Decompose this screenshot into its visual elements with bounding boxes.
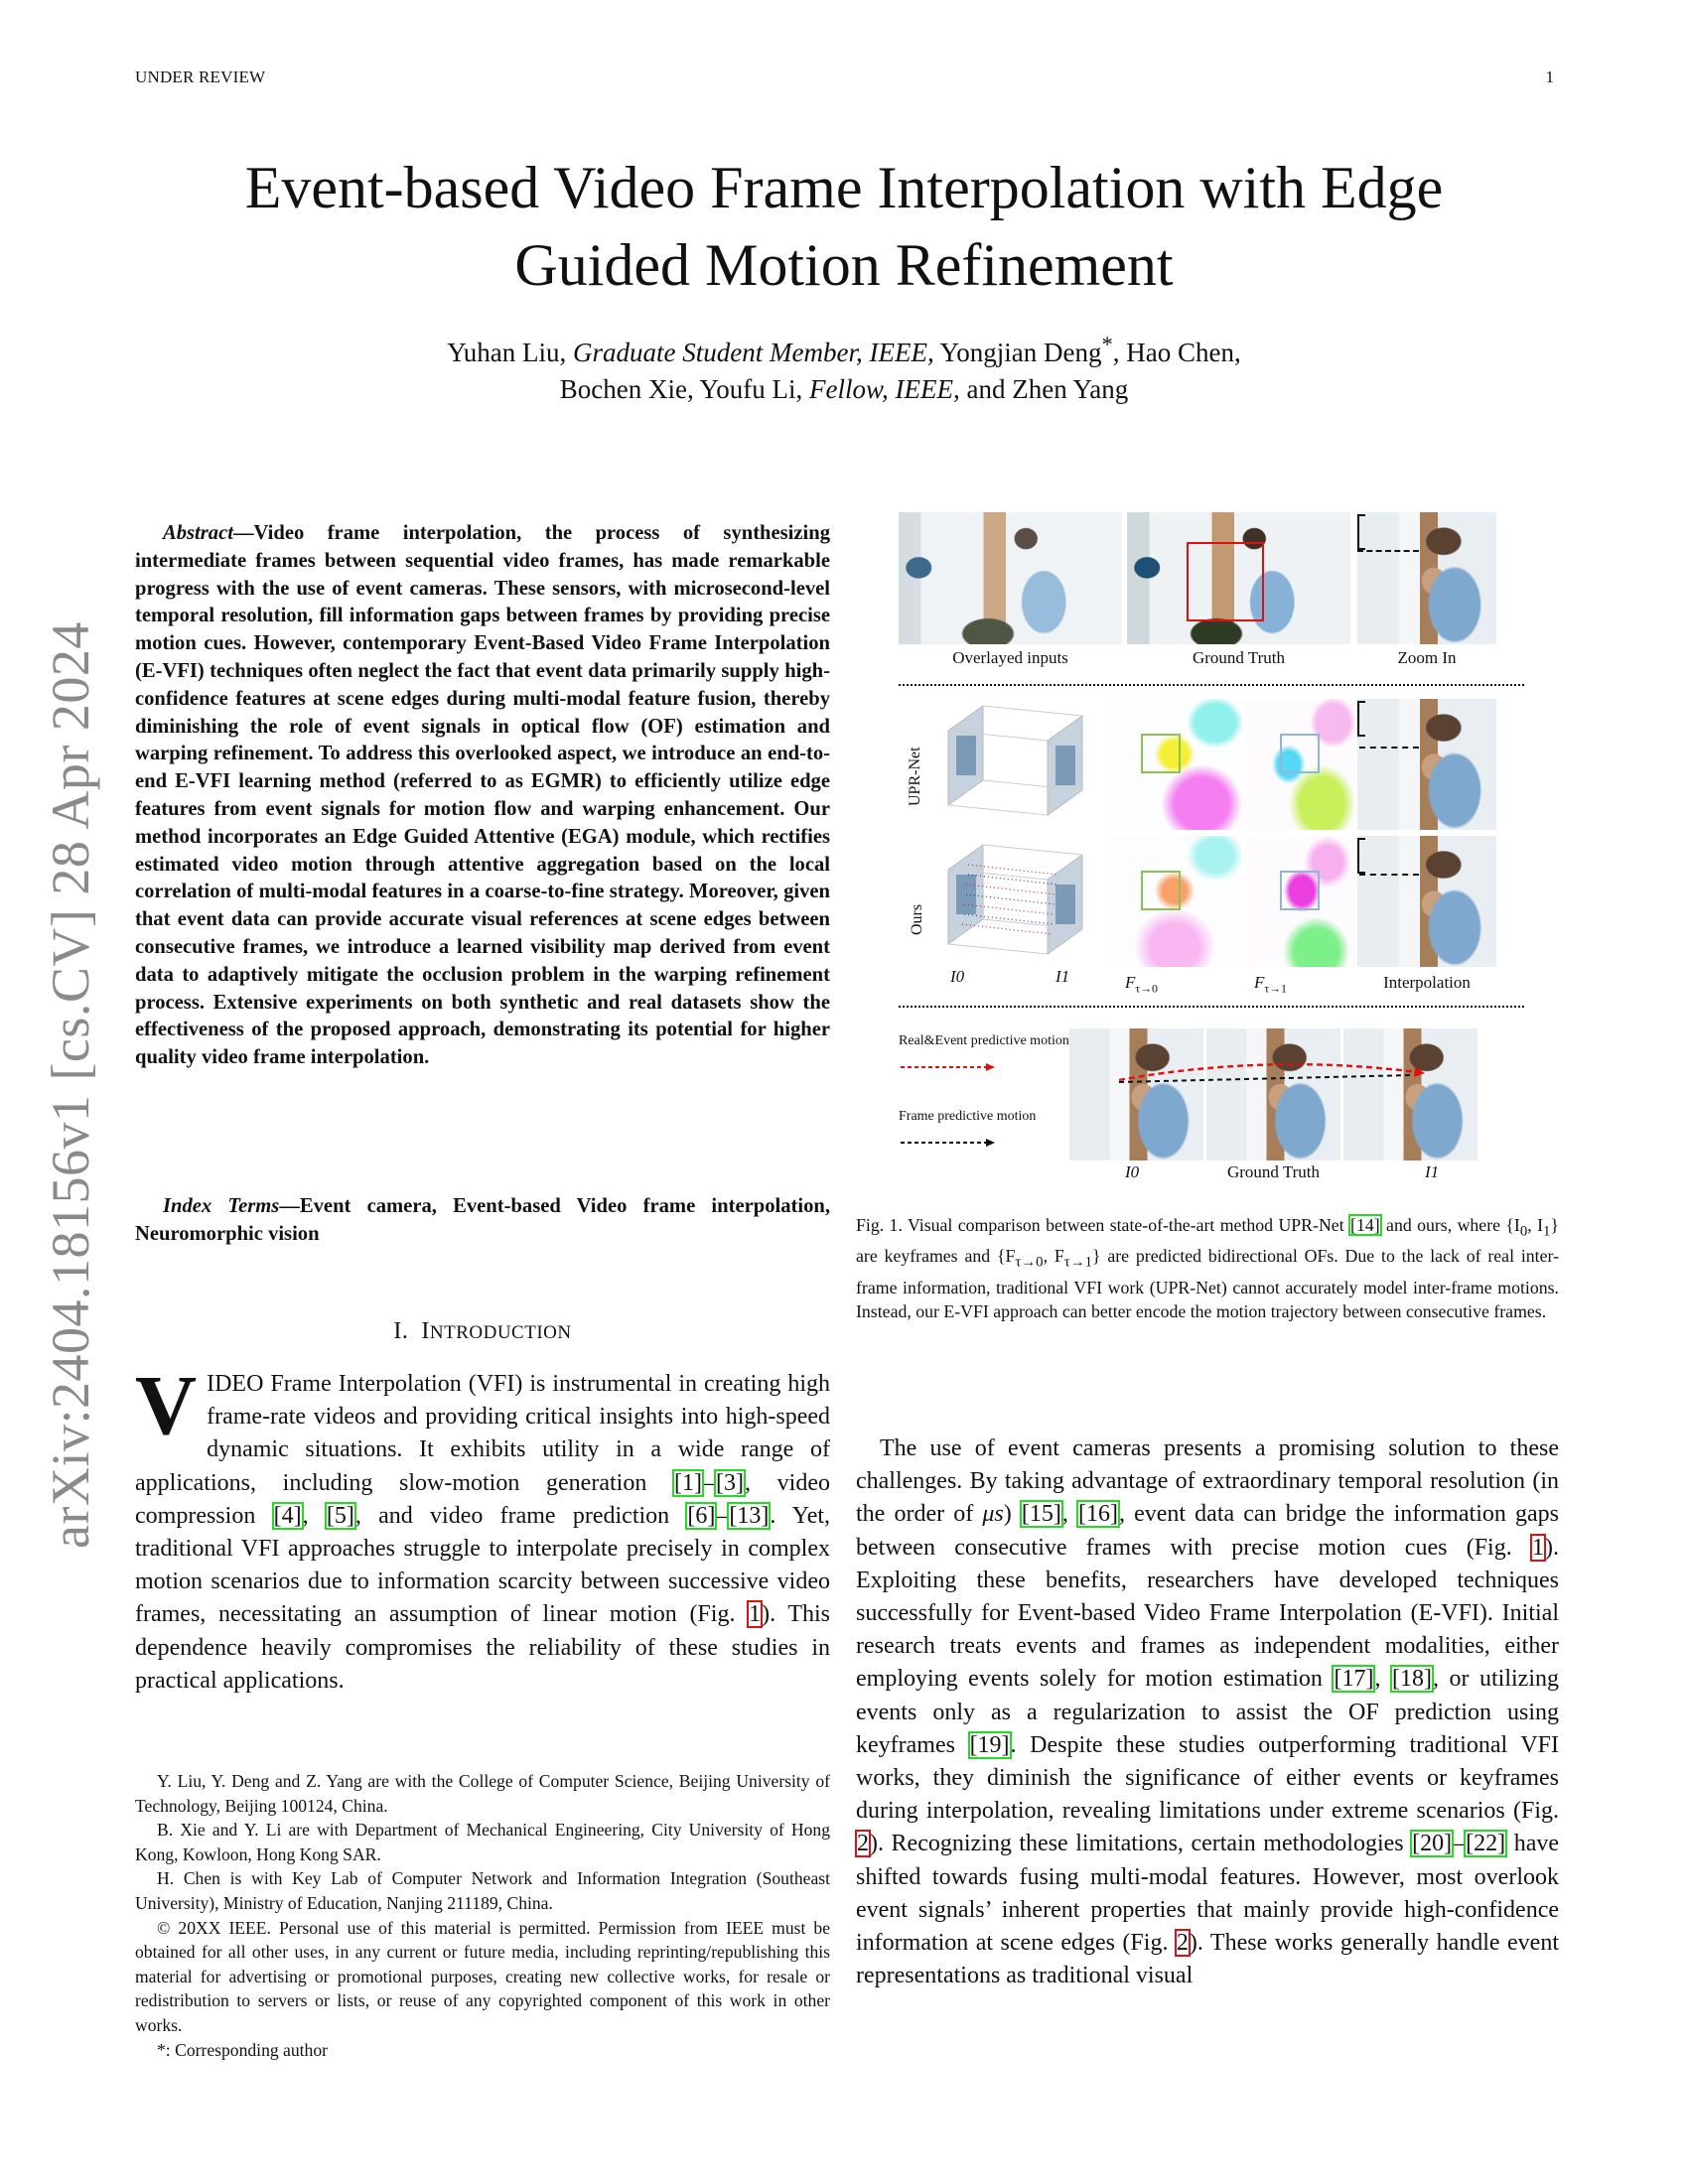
footnote: H. Chen is with Key Lab of Computer Network and Information Integration (Southeast University), Ministry of Education, Nanjing 211189, China. (135, 1868, 830, 1913)
label-ground-truth: Ground Truth (1192, 648, 1286, 667)
title-line-1: Event-based Video Frame Interpolation with Edge (244, 155, 1444, 220)
flow-region-box (1141, 734, 1181, 773)
arxiv-stamp: arXiv:2404.18156v1 [cs.CV] 28 Apr 2024 (41, 621, 100, 1549)
dotted-separator (899, 684, 1524, 686)
citation-link[interactable]: [4] (273, 1502, 302, 1529)
flow-t1-upr (1244, 699, 1355, 830)
body-text: IDEO Frame Interpolation (VFI) is instrumental in creating high frame-rate videos and providing critical insights into high-speed dynamic situations. It exhibits utility in a wide range of applications, including slow-motion generation (135, 1371, 830, 1496)
body-text: , or utilizing events only as a regularization to assist the OF prediction using keyframes (856, 1666, 1559, 1758)
author-name: , Hao Chen, (1112, 338, 1241, 367)
label-overlayed-inputs: Overlayed inputs (952, 648, 1068, 667)
caption-text: , F (1043, 1246, 1064, 1267)
citation-link[interactable]: [6] (687, 1502, 716, 1529)
body-text: – (703, 1469, 715, 1496)
citation-link[interactable]: [5] (326, 1502, 354, 1529)
figure-link[interactable]: 2 (1176, 1930, 1189, 1957)
row-label-ours: Ours (909, 903, 925, 935)
dashed-guide (1357, 550, 1419, 552)
flow-subscript: τ→1 (1264, 981, 1288, 996)
caption-text: } are keyframes and {F (856, 1215, 1560, 1267)
index-terms (135, 1193, 830, 1249)
bracket-marker (1357, 838, 1365, 874)
keyframe-cube-upr (938, 701, 1097, 830)
section-heading (135, 1318, 830, 1345)
citation-link[interactable]: [17] (1334, 1666, 1374, 1693)
corresponding-mark: * (1101, 332, 1113, 356)
author-name: Yuhan Liu, (447, 338, 567, 367)
citation-link[interactable]: [20] (1412, 1831, 1453, 1857)
body-paragraph (856, 1433, 1559, 1992)
figure-1-caption (856, 1213, 1559, 1324)
body-text: ). These works generally handle event representations as traditional visual (856, 1930, 1559, 1989)
figure-link[interactable]: 1 (749, 1601, 762, 1628)
body-text: , (1061, 1501, 1077, 1528)
footnotes (135, 1769, 830, 2062)
body-text: ). Exploiting these benefits, researchers have developed techniques successfully for Event-based Video Frame Interpolation (E-VFI). Initial research treats events and frames as independent modalities, either employing events solely for motion estimation (856, 1534, 1559, 1693)
citation-link[interactable]: [22] (1466, 1831, 1506, 1857)
page-number: 1 (1545, 68, 1554, 86)
caption-text: , I (1527, 1215, 1544, 1235)
body-text: – (716, 1502, 729, 1529)
dotted-separator (899, 1006, 1524, 1008)
body-text: have shifted towards fusing multi-modal features. However, most overlook event signals’ inherent properties that mainly provide high-confidence information at scene edges (Fig. (856, 1831, 1559, 1957)
running-head: UNDER REVIEW (135, 68, 266, 86)
citation-link[interactable]: [16] (1077, 1501, 1118, 1528)
zoom-in-image (1357, 512, 1496, 644)
interpolation-upr (1357, 699, 1496, 830)
label-interpolation: Interpolation (1383, 973, 1471, 992)
label-bottom-i0: I0 (1125, 1162, 1140, 1181)
author-name: Yongjian Deng (939, 338, 1102, 367)
body-text: – (1453, 1831, 1466, 1857)
section-title-rest: NTRODUCTION (429, 1322, 572, 1343)
citation-link[interactable]: [3] (716, 1469, 744, 1496)
math-subscript: 1 (1543, 1223, 1551, 1240)
flow-symbol: F (1125, 973, 1136, 992)
label-bottom-i1: I1 (1425, 1162, 1440, 1181)
abstract-label: Abstract (163, 522, 233, 544)
author-role: Graduate Student Member, IEEE, (573, 338, 934, 367)
body-text: ) (1003, 1501, 1021, 1528)
label-cube-i1: I1 (1055, 967, 1070, 986)
paper-title (129, 149, 1559, 304)
index-terms-label: Index Terms (163, 1195, 280, 1217)
body-text: ). Recognizing these limitations, certain methodologies (870, 1831, 1412, 1857)
label-zoom-in: Zoom In (1397, 648, 1457, 667)
author-name: and Zhen Yang (966, 374, 1129, 404)
caption-text: and ours, where {I (1380, 1215, 1520, 1235)
flow-symbol: F (1254, 973, 1265, 992)
bracket-marker (1357, 701, 1365, 737)
body-text: , video compression (135, 1469, 830, 1529)
math-subscript: τ→1 (1063, 1254, 1092, 1271)
body-text: The use of event cameras presents a promising solution to these challenges. By taking advantage of extraordinary temporal resolution (in the order of (856, 1435, 1559, 1528)
footnote: Y. Liu, Y. Deng and Z. Yang are with the College of Computer Science, Beijing University of Technology, Beijing 100124, China. (135, 1771, 830, 1816)
body-text: , (302, 1502, 326, 1529)
citation-link[interactable]: [15] (1021, 1501, 1061, 1528)
dashed-guide (1359, 747, 1419, 749)
legend-black-dashed-arrow (899, 1137, 998, 1149)
section-title-initial: I (421, 1318, 430, 1344)
overlayed-inputs-image (899, 512, 1122, 644)
author-name: Bochen Xie, Youfu Li, (559, 374, 803, 404)
figure-link[interactable]: 2 (857, 1831, 869, 1857)
caption-label: Fig. 1. (856, 1215, 903, 1235)
author-role: Fellow, IEEE, (809, 374, 960, 404)
legend-frame-label: Frame predictive motion (899, 1109, 1037, 1124)
interpolation-ours (1357, 836, 1496, 967)
math-subscript: 0 (1519, 1223, 1528, 1240)
citation-link[interactable]: [13] (729, 1502, 770, 1529)
label-flow-t0 (1125, 973, 1158, 996)
index-terms-text: —Event camera, Event-based Video frame interpolation, Neuromorphic vision (135, 1195, 830, 1245)
footnote: *: Corresponding author (157, 2039, 329, 2060)
caption-text: Visual comparison between state-of-the-art method UPR-Net (902, 1215, 1350, 1235)
figure-1 (899, 512, 1534, 1181)
footnote: B. Xie and Y. Li are with Department of Mechanical Engineering, City University of Hong Kong, Kowloon, Hong Kong SAR. (135, 1820, 830, 1864)
legend-real-event-label: Real&Event predictive motion (899, 1033, 1069, 1048)
flow-region-box (1280, 871, 1320, 910)
title-line-2: Guided Motion Refinement (514, 232, 1174, 298)
citation-link[interactable]: [19] (969, 1731, 1010, 1758)
flow-subscript: τ→0 (1135, 981, 1159, 996)
flow-region-box (1141, 871, 1181, 910)
flow-t0-ours (1107, 836, 1242, 967)
footnote: © 20XX IEEE. Personal use of this material is permitted. Permission from IEEE must be obtained for all other uses, in any current or future media, including reprinting/republishing this material for advertising or promotional purposes, creating new collective works, for resale or redistribution to servers or lists, or reuse of any copyrighted component of this work in other works. (135, 1917, 830, 2035)
author-list (129, 326, 1559, 408)
figure-link[interactable]: 1 (1532, 1534, 1544, 1561)
abstract-text: —Video frame interpolation, the process of synthesizing intermediate frames between sequential video frames, has made remarkable progress with the use of event cameras. These sensors, with microsecond-level temporal resolution, fill information gaps between frames by providing precise motion cues. However, contemporary Event-Based Video Frame Interpolation (E-VFI) techniques often neglect the fact that event data primarily supply high-confidence features at scene edges during multi-modal feature fusion, thereby diminishing the role of event signals in optical flow (OF) estimation and warping refinement. To address this overlooked aspect, we introduce an end-to-end E-VFI learning method (referred to as EGMR) to efficiently utilize edge features from event signals for motion flow and warping enhancement. Our method incorporates an Edge Guided Attentive (EGA) module, which rectifies estimated video motion through attentive aggregation based on the local correlation of multi-modal features in a coarse-to-fine strategy. Moreover, given that event data can provide accurate visual references at scene edges between consecutive frames, we introduce a learned visibility map derived from event data to adaptively mitigate the occlusion problem in the warping refinement process. Extensive experiments on both synthetic and real datasets show the effectiveness of the proposed approach, demonstrating its potential for higher quality video frame interpolation. (135, 522, 830, 1069)
flow-t1-ours (1244, 836, 1355, 967)
bracket-marker (1357, 514, 1365, 550)
label-cube-i0: I0 (950, 967, 965, 986)
label-flow-t1 (1254, 973, 1287, 996)
dashed-guide (1359, 874, 1419, 876)
caption-text: } are predicted bidirectional OFs. Due to the lack of real inter-frame information, traditional VFI work (UPR-Net) cannot accurately model inter-frame motions. Instead, our E-VFI approach can better encode the motion trajectory between consecutive frames. (856, 1246, 1559, 1322)
event-cube-ours (938, 840, 1097, 969)
math-mu: μs (982, 1501, 1004, 1528)
body-text: ). This dependence heavily compromises the reliability of these studies in practical applications. (135, 1601, 830, 1694)
math-subscript: τ→0 (1015, 1254, 1044, 1271)
ground-truth-image (1127, 512, 1350, 644)
introduction-paragraph (135, 1357, 831, 1698)
right-column-body (856, 1433, 1559, 1992)
row-label-upr-net: UPR-Net (907, 747, 923, 806)
dropcap: V (135, 1357, 198, 1452)
body-text: . Yet, traditional VFI approaches struggle to interpolate precisely in complex motion scenarios due to information scarcity between successive video frames, necessitating an assumption of linear motion (Fig. (135, 1502, 831, 1628)
body-text: . Despite these studies outperforming traditional VFI works, they diminish the significance of either events or keyframes during interpolation, revealing limitations under extreme scenarios (Fig. (856, 1731, 1559, 1825)
body-text: , event data can bridge the information gaps between consecutive frames with precise motion cues (Fig. (856, 1501, 1559, 1561)
motion-trajectory-arrows (1069, 1028, 1486, 1160)
section-number: I. (393, 1318, 409, 1344)
citation-link[interactable]: [18] (1391, 1666, 1432, 1693)
label-bottom-ground-truth: Ground Truth (1226, 1162, 1321, 1181)
legend-red-dashed-arrow (899, 1061, 998, 1073)
zoom-region-box (1187, 542, 1264, 621)
body-text: , (1374, 1666, 1391, 1693)
citation-link[interactable]: [14] (1350, 1215, 1380, 1235)
flow-region-box (1280, 734, 1320, 773)
citation-link[interactable]: [1] (674, 1469, 702, 1496)
body-text: , and video frame prediction (354, 1502, 687, 1529)
abstract (135, 520, 830, 1072)
flow-t0-upr (1107, 699, 1242, 830)
